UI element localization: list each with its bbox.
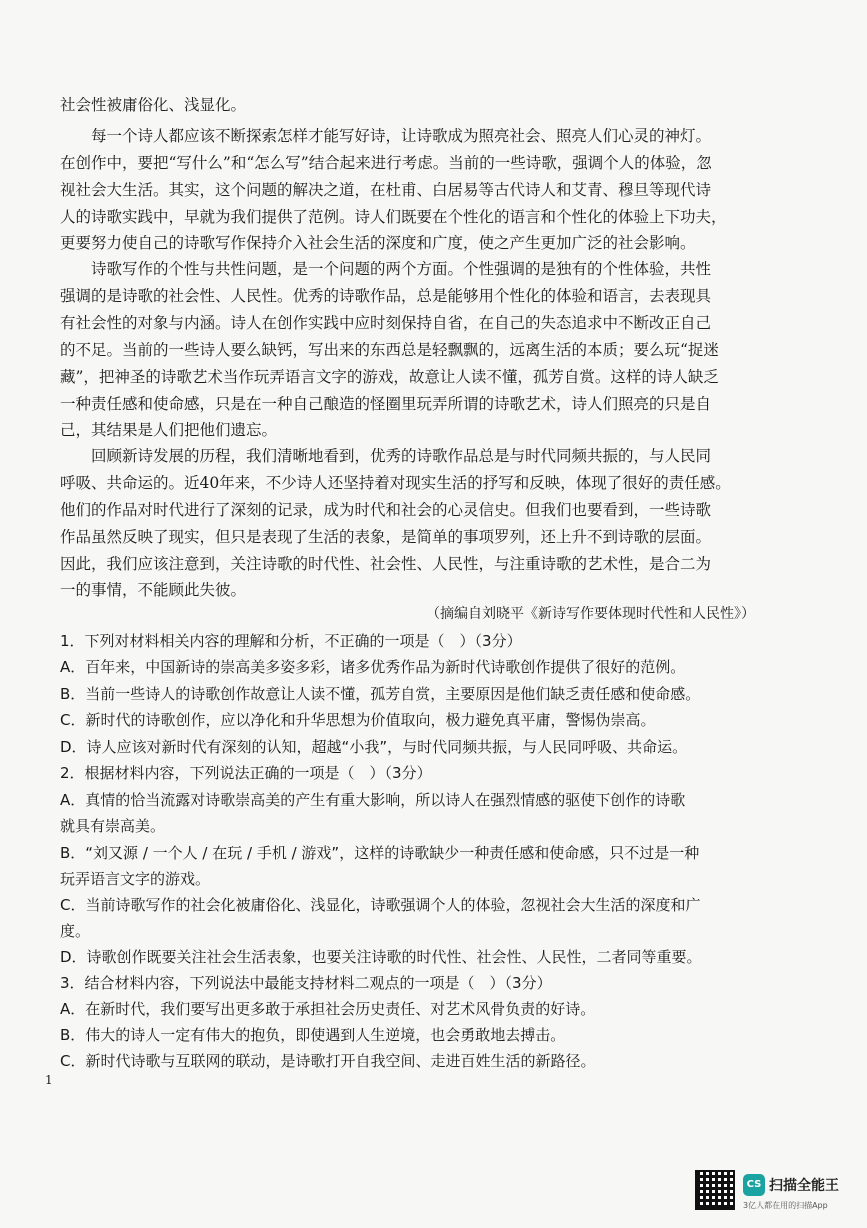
question-stem: 3．结合材料内容，下列说法中最能支持材料二观点的一项是（ ）（3分） [60,974,552,992]
passage-source: （摘编自刘晓平《新诗写作要体现时代性和人民性》） [426,606,755,622]
scanner-app-name: 扫描全能王 [769,1178,839,1194]
option-line: B．伟大的诗人一定有伟大的抱负，即使遇到人生逆境，也会勇敢地去搏击。 [60,1026,566,1044]
passage-line: 在创作中，要把“写什么”和“怎么写”结合起来进行考虑。当前的一些诗歌，强调个人的体验，忽 [60,154,712,172]
passage-line: 他们的作品对时代进行了深刻的记录，成为时代和社会的心灵信史。但我们也要看到，一些诗歌 [60,501,712,519]
question-stem: 2．根据材料内容，下列说法正确的一项是（ ）（3分） [60,764,432,782]
option-line: B．当前一些诗人的诗歌创作故意让人读不懂，孤芳自赏，主要原因是他们缺乏责任感和使命感。 [60,685,701,703]
option-line: D．诗人应该对新时代有深刻的认知，超越“小我”，与时代同频共振，与人民同呼吸、共命运。 [60,738,688,756]
passage-line: 回顾新诗发展的历程，我们清晰地看到，优秀的诗歌作品总是与时代同频共振的，与人民同 [91,447,712,465]
passage-line: 因此，我们应该注意到，关注诗歌的时代性、社会性、人民性，与注重诗歌的艺术性，是合二为 [60,555,712,573]
option-line: B．“刘又源 / 一个人 / 在玩 / 手机 / 游戏”，这样的诗歌缺少一种责任感和使命感，只不过是一种 [60,844,700,862]
passage-line: 的不足。当前的一些诗人要么缺钙，写出来的东西总是轻飘飘的，远离生活的本质；要么玩“捉迷 [60,341,719,359]
passage-line: 视社会大生活。其实，这个问题的解决之道，在杜甫、白居易等古代诗人和艾青、穆旦等现代诗 [60,181,712,199]
scanner-tagline: 3亿人都在用的扫描App [743,1201,828,1210]
option-line: A．真情的恰当流露对诗歌崇高美的产生有重大影响，所以诗人在强烈情感的驱使下创作的诗歌 [60,791,686,809]
scanner-watermark [695,1170,855,1220]
passage-line: 更要努力使自己的诗歌写作保持介入社会生活的深度和广度，使之产生更加广泛的社会影响。 [60,234,696,252]
page-number: 1 [45,1073,53,1087]
option-line: 玩弄语言文字的游戏。 [60,870,211,888]
passage-line: 诗歌写作的个性与共性问题，是一个问题的两个方面。个性强调的是独有的个性体验，共性 [91,260,712,278]
passage-line: 一种责任感和使命感，只是在一种自己酿造的怪圈里玩弄所谓的诗歌艺术，诗人们照亮的只是自 [60,395,712,413]
passage-line: 一的事情，不能顾此失彼。 [60,581,247,599]
passage-line: 有社会性的对象与内涵。诗人在创作实践中应时刻保持自省，在自己的失态追求中不断改正自己 [60,314,712,332]
passage-line: 作品虽然反映了现实，但只是表现了生活的表象，是简单的事项罗列，还上升不到诗歌的层面。 [60,528,712,546]
camscanner-logo-icon: CS [743,1174,765,1196]
passage-line: 己，其结果是人们把他们遗忘。 [60,421,278,439]
option-line: C．当前诗歌写作的社会化被庸俗化、浅显化，诗歌强调个人的体验，忽视社会大生活的深度和广 [60,896,701,914]
option-line: C．新时代诗歌与互联网的联动，是诗歌打开自我空间、走进百姓生活的新路径。 [60,1052,596,1070]
option-line: D．诗歌创作既要关注社会生活表象，也要关注诗歌的时代性、社会性、人民性，二者同等重要。 [60,948,702,966]
question-stem: 1．下列对材料相关内容的理解和分析，不正确的一项是（ ）（3分） [60,632,522,650]
qr-code-icon [695,1170,735,1210]
passage-line: 藏”，把神圣的诗歌艺术当作玩弄语言文字的游戏，故意让人读不懂，孤芳自赏。这样的诗人缺乏 [60,368,719,386]
passage-line: 人的诗歌实践中，早就为我们提供了范例。诗人们既要在个性化的语言和个性化的体验上下功夫， [60,208,727,226]
passage-line: 社会性被庸俗化、浅显化。 [60,96,247,114]
option-line: 度。 [60,922,91,940]
option-line: A．在新时代，我们要写出更多敢于承担社会历史责任、对艺术风骨负责的好诗。 [60,1000,596,1018]
passage-line: 强调的是诗歌的社会性、人民性。优秀的诗歌作品，总是能够用个性化的体验和语言，去表现具 [60,287,712,305]
option-line: A．百年来，中国新诗的崇高美多姿多彩，诸多优秀作品为新时代诗歌创作提供了很好的范例。 [60,658,686,676]
passage-line: 每一个诗人都应该不断探索怎样才能写好诗，让诗歌成为照亮社会、照亮人们心灵的神灯。 [91,127,712,145]
option-line: C．新时代的诗歌创作，应以净化和升华思想为价值取向，极力避免真平庸，警惕伪崇高。 [60,711,656,729]
option-line: 就具有崇高美。 [60,817,166,835]
passage-line: 呼吸、共命运的。近40年来，不少诗人还坚持着对现实生活的抒写和反映，体现了很好的责任感。 [60,474,731,492]
